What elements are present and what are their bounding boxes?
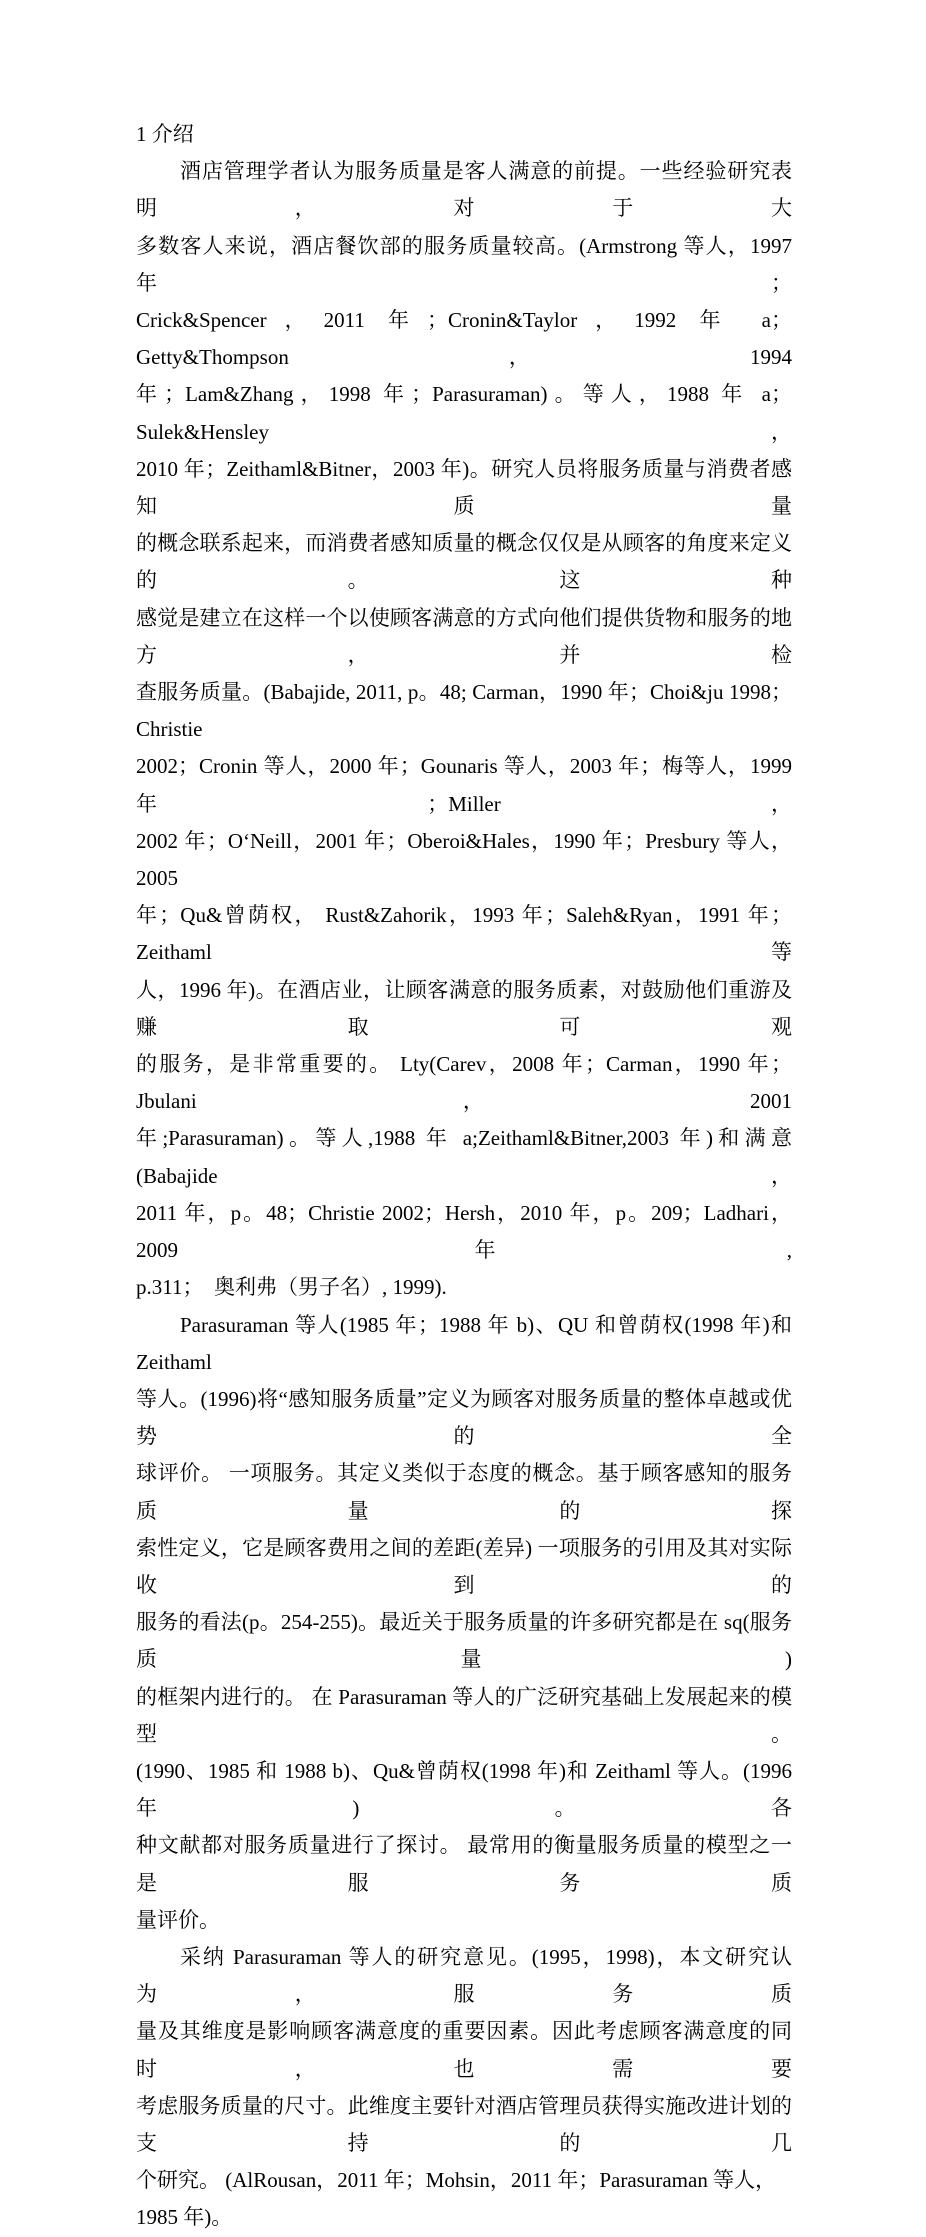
text-line: 酒店管理学者认为服务质量是客人满意的前提。一些经验研究表明，对于大 [136, 159, 792, 221]
text-line: 个研究。 (AlRousan，2011 年；Mohsin，2011 年；Parasuraman 等人，1985 年)。 [136, 2168, 777, 2230]
text-line: 感觉是建立在这样一个以使顾客满意的方式向他们提供货物和服务的地方，并检 [136, 605, 792, 667]
text-line: 的框架内进行的。 在 Parasuraman 等人的广泛研究基础上发展起来的模型。 [136, 1684, 792, 1746]
text-line: 年；Qu&曾荫权， Rust&Zahorik，1993 年；Saleh&Ryan，1991 年；Zeithaml 等 [136, 903, 792, 965]
text-line: (1990、1985 和 1988 b)、Qu&曾荫权(1998 年)和 Zeithaml 等人。(1996 年)。各 [136, 1758, 798, 1821]
text-line: Crick&Spencer，2011 年；Cronin&Taylor，1992 年 a；Getty&Thompson，1994 [136, 308, 792, 370]
text-line: 量及其维度是影响顾客满意度的重要因素。因此考虑顾客满意度的同时，也需要 [136, 2019, 792, 2081]
text-line: 服务的看法(p。254-255)。最近关于服务质量的许多研究都是在 sq(服务质量) [136, 1610, 792, 1672]
text-line: 球评价。 一项服务。其定义类似于态度的概念。基于顾客感知的服务质量的探 [136, 1461, 792, 1523]
text-line: 的服务，是非常重要的。 Lty(Carev，2008 年；Carman，1990 年；Jbulani，2001 [136, 1052, 792, 1114]
text-line: 2002 年；O‘Neill，2001 年；Oberoi&Hales，1990 年；Presbury 等人，2005 [136, 828, 792, 891]
text-line: 2010 年；Zeithaml&Bitner，2003 年)。研究人员将服务质量与消费者感知质量 [136, 456, 792, 519]
text-line: 种文献都对服务质量进行了探讨。 最常用的衡量服务质量的模型之一是服务质 [136, 1833, 792, 1895]
body-lines [136, 153, 798, 2236]
text-line: 索性定义，它是顾客费用之间的差距(差异) 一项服务的引用及其对实际收到的 [136, 1535, 792, 1597]
text-line: 年;Parasuraman)。等人,1988 年 a;Zeithaml&Bitner,2003 年)和满意(Babajide， [136, 1126, 792, 1188]
text-line: 人，1996 年)。在酒店业，让顾客满意的服务质素，对鼓励他们重游及赚取可观 [136, 977, 792, 1039]
text-line: 等人。(1996)将“感知服务质量”定义为顾客对服务质量的整体卓越或优势的全 [136, 1386, 792, 1449]
text-line: 查服务质量。(Babajide, 2011, p。48; Carman，1990 年；Choi&ju 1998；Christie [136, 680, 792, 742]
text-line: 考虑服务质量的尺寸。此维度主要针对酒店管理员获得实施改进计划的支持的几 [136, 2093, 792, 2155]
text-line: Parasuraman 等人(1985 年；1988 年 b)、QU 和曾荫权(1998 年)和 Zeithaml [136, 1312, 798, 1374]
text-line: 2002；Cronin 等人，2000 年；Gounaris 等人，2003 年；梅等人，1999 年；Miller， [136, 754, 798, 816]
text-line: p.311； 奥利弗（男子名）, 1999). [136, 1275, 447, 1300]
text-line: 多数客人来说，酒店餐饮部的服务质量较高。(Armstrong 等人，1997 年； [136, 233, 798, 295]
text-line: 量评价。 [136, 1907, 220, 1932]
text-line: 采纳 Parasuraman 等人的研究意见。(1995，1998)，本文研究认为，服务质 [136, 1944, 792, 2007]
text-line: 的概念联系起来，而消费者感知质量的概念仅仅是从顾客的角度来定义的。这种 [136, 531, 792, 593]
text-line: 年；Lam&Zhang，1998 年；Parasuraman)。等人，1988 年 a；Sulek&Hensley， [136, 382, 792, 444]
text-block [136, 116, 798, 2237]
text-line: 2011 年，p。48；Christie 2002；Hersh，2010 年，p。209；Ladhari，2009 年, [136, 1200, 792, 1263]
section-heading: 1 介绍 [136, 122, 194, 146]
